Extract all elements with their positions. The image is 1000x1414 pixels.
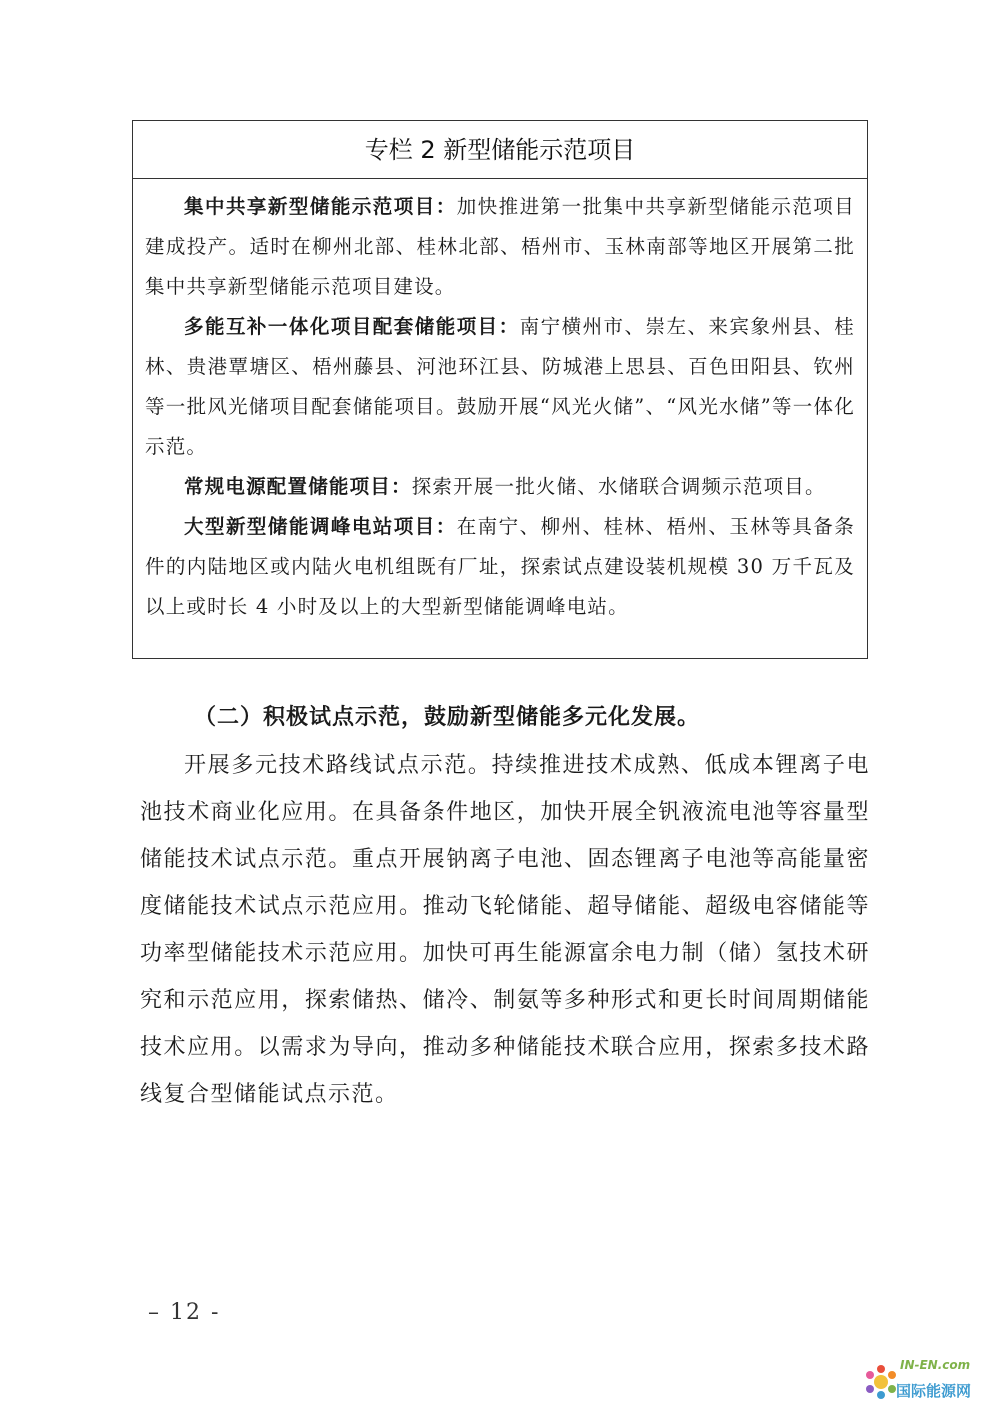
watermark-logo — [860, 1350, 1000, 1414]
page-number: – 12 - — [148, 1300, 221, 1325]
watermark-top: IN-EN.com — [900, 1358, 971, 1372]
section-heading: （二）积极试点示范，鼓励新型储能多元化发展。 — [194, 704, 701, 730]
column-item-heading: 常规电源配置储能项目： — [184, 475, 412, 498]
column-title: 专栏 2 新型储能示范项目 — [133, 121, 867, 179]
column-item-text: 加快推进第一批集中共享新型储能示范项目建成投产。适时在柳州北部、桂林北部、梧州市、玉林南部等地区开展第二批集中共享新型储能示范项目建设。 — [145, 195, 855, 298]
column-body — [133, 179, 867, 627]
column-item — [145, 187, 855, 307]
column-item-heading: 集中共享新型储能示范项目： — [184, 195, 457, 218]
section-lead: 开展多元技术路线试点示范。 — [184, 753, 492, 778]
sun-flower-icon — [862, 1360, 900, 1404]
column-item — [145, 507, 855, 627]
section-paragraph — [140, 742, 870, 1118]
column-item — [145, 307, 855, 467]
column-item — [145, 467, 855, 507]
section-text: 持续推进技术成熟、低成本锂离子电池技术商业化应用。在具备条件地区，加快开展全钒液流电池等容量型储能技术试点示范。重点开展钠离子电池、固态锂离子电池等高能量密度储能技术试点示范应用。推动飞轮储能、超导储能、超级电容储能等功率型储能技术示范应用。加快可再生能源富余电力制（储）氢技术研究和示范应用，探索储热、储冷、制氨等多种形式和更长时间周期储能技术应用。以需求为导向，推动多种储能技术联合应用，探索多技术路线复合型储能试点示范。 — [140, 753, 870, 1107]
watermark-bottom: 国际能源网 — [896, 1382, 972, 1400]
column-box — [132, 120, 868, 659]
column-item-text: 在南宁、柳州、桂林、梧州、玉林等具备条件的内陆地区或内陆火电机组既有厂址，探索试点建设装机规模 30 万千瓦及以上或时长 4 小时及以上的大型新型储能调峰电站。 — [145, 515, 855, 618]
column-item-text: 探索开展一批火储、水储联合调频示范项目。 — [411, 475, 826, 498]
column-item-heading: 大型新型储能调峰电站项目： — [184, 515, 457, 538]
column-item-heading: 多能互补一体化项目配套储能项目： — [184, 315, 520, 338]
section-body — [140, 742, 870, 1118]
column-item-text: 南宁横州市、崇左、来宾象州县、桂林、贵港覃塘区、梧州藤县、河池环江县、防城港上思县、百色田阳县、钦州等一批风光储项目配套储能项目。鼓励开展“风光火储”、“风光水储”等一体化示范。 — [145, 315, 855, 458]
